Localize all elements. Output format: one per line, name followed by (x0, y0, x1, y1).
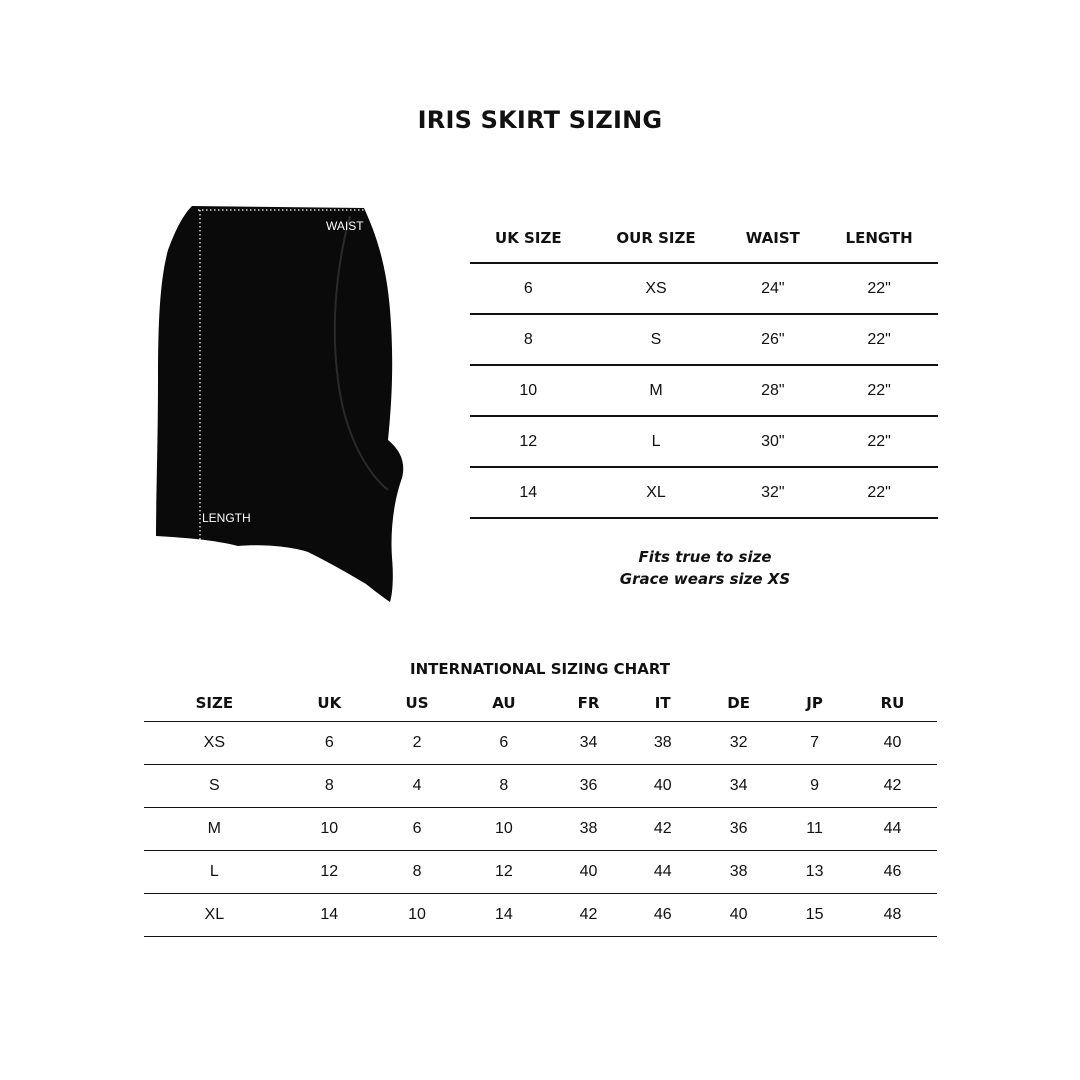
cell-length: 22" (820, 263, 938, 314)
cell-waist: 32" (725, 467, 820, 518)
cell-waist: 24" (725, 263, 820, 314)
page-title: IRIS SKIRT SIZING (417, 106, 663, 134)
cell-fr: 40 (548, 851, 630, 894)
header-size: SIZE (144, 685, 285, 722)
table-row (470, 416, 938, 467)
cell-length: 22" (820, 365, 938, 416)
cell-size: L (144, 851, 285, 894)
cell-de: 32 (696, 722, 781, 765)
cell-de: 40 (696, 894, 781, 937)
cell-uk-size: 14 (470, 467, 587, 518)
header-length: LENGTH (820, 214, 938, 263)
cell-our-size: XL (587, 467, 726, 518)
cell-uk-size: 6 (470, 263, 587, 314)
cell-it: 42 (629, 808, 696, 851)
intl-chart-title: INTERNATIONAL SIZING CHART (410, 660, 670, 678)
cell-size: XL (144, 894, 285, 937)
cell-us: 10 (374, 894, 460, 937)
intl-header-row (144, 685, 937, 722)
cell-ru: 48 (848, 894, 937, 937)
intl-sizing-table (144, 685, 937, 937)
header-de: DE (696, 685, 781, 722)
cell-length: 22" (820, 416, 938, 467)
cell-uk: 12 (285, 851, 374, 894)
table-row (144, 765, 937, 808)
cell-length: 22" (820, 467, 938, 518)
fit-note-line: Grace wears size XS (619, 570, 791, 588)
fit-note-line: Fits true to size (638, 548, 772, 566)
cell-uk-size: 10 (470, 365, 587, 416)
cell-jp: 7 (781, 722, 848, 765)
cell-it: 46 (629, 894, 696, 937)
cell-ru: 40 (848, 722, 937, 765)
size-table (470, 214, 938, 519)
header-jp: JP (781, 685, 848, 722)
cell-our-size: S (587, 314, 726, 365)
table-row (470, 467, 938, 518)
header-uk-size: UK SIZE (470, 214, 587, 263)
cell-us: 2 (374, 722, 460, 765)
cell-fr: 36 (548, 765, 630, 808)
cell-jp: 11 (781, 808, 848, 851)
cell-us: 8 (374, 851, 460, 894)
cell-size: M (144, 808, 285, 851)
cell-uk: 6 (285, 722, 374, 765)
cell-waist: 30" (725, 416, 820, 467)
cell-fr: 38 (548, 808, 630, 851)
header-it: IT (629, 685, 696, 722)
cell-jp: 15 (781, 894, 848, 937)
table-row (470, 365, 938, 416)
cell-our-size: L (587, 416, 726, 467)
cell-au: 6 (460, 722, 547, 765)
table-row (144, 808, 937, 851)
cell-de: 34 (696, 765, 781, 808)
table-row (144, 894, 937, 937)
fit-note (560, 546, 850, 590)
cell-uk: 10 (285, 808, 374, 851)
cell-fr: 34 (548, 722, 630, 765)
skirt-shape (156, 206, 403, 602)
cell-uk-size: 12 (470, 416, 587, 467)
cell-length: 22" (820, 314, 938, 365)
cell-au: 14 (460, 894, 547, 937)
table-row (470, 263, 938, 314)
cell-jp: 9 (781, 765, 848, 808)
cell-uk: 14 (285, 894, 374, 937)
cell-size: XS (144, 722, 285, 765)
header-us: US (374, 685, 460, 722)
header-our-size: OUR SIZE (587, 214, 726, 263)
cell-uk: 8 (285, 765, 374, 808)
cell-au: 10 (460, 808, 547, 851)
header-fr: FR (548, 685, 630, 722)
cell-our-size: XS (587, 263, 726, 314)
skirt-diagram (150, 200, 410, 610)
cell-ru: 44 (848, 808, 937, 851)
waist-label: WAIST (326, 219, 364, 233)
cell-ru: 42 (848, 765, 937, 808)
cell-au: 8 (460, 765, 547, 808)
cell-size: S (144, 765, 285, 808)
cell-fr: 42 (548, 894, 630, 937)
cell-uk-size: 8 (470, 314, 587, 365)
length-label: LENGTH (202, 511, 251, 525)
cell-us: 6 (374, 808, 460, 851)
cell-jp: 13 (781, 851, 848, 894)
cell-waist: 26" (725, 314, 820, 365)
header-waist: WAIST (725, 214, 820, 263)
header-uk: UK (285, 685, 374, 722)
table-row (144, 722, 937, 765)
table-row (470, 314, 938, 365)
cell-de: 38 (696, 851, 781, 894)
cell-our-size: M (587, 365, 726, 416)
cell-de: 36 (696, 808, 781, 851)
cell-us: 4 (374, 765, 460, 808)
cell-waist: 28" (725, 365, 820, 416)
cell-au: 12 (460, 851, 547, 894)
header-au: AU (460, 685, 547, 722)
header-ru: RU (848, 685, 937, 722)
cell-it: 38 (629, 722, 696, 765)
cell-ru: 46 (848, 851, 937, 894)
size-table-header-row (470, 214, 938, 263)
table-row (144, 851, 937, 894)
cell-it: 40 (629, 765, 696, 808)
cell-it: 44 (629, 851, 696, 894)
